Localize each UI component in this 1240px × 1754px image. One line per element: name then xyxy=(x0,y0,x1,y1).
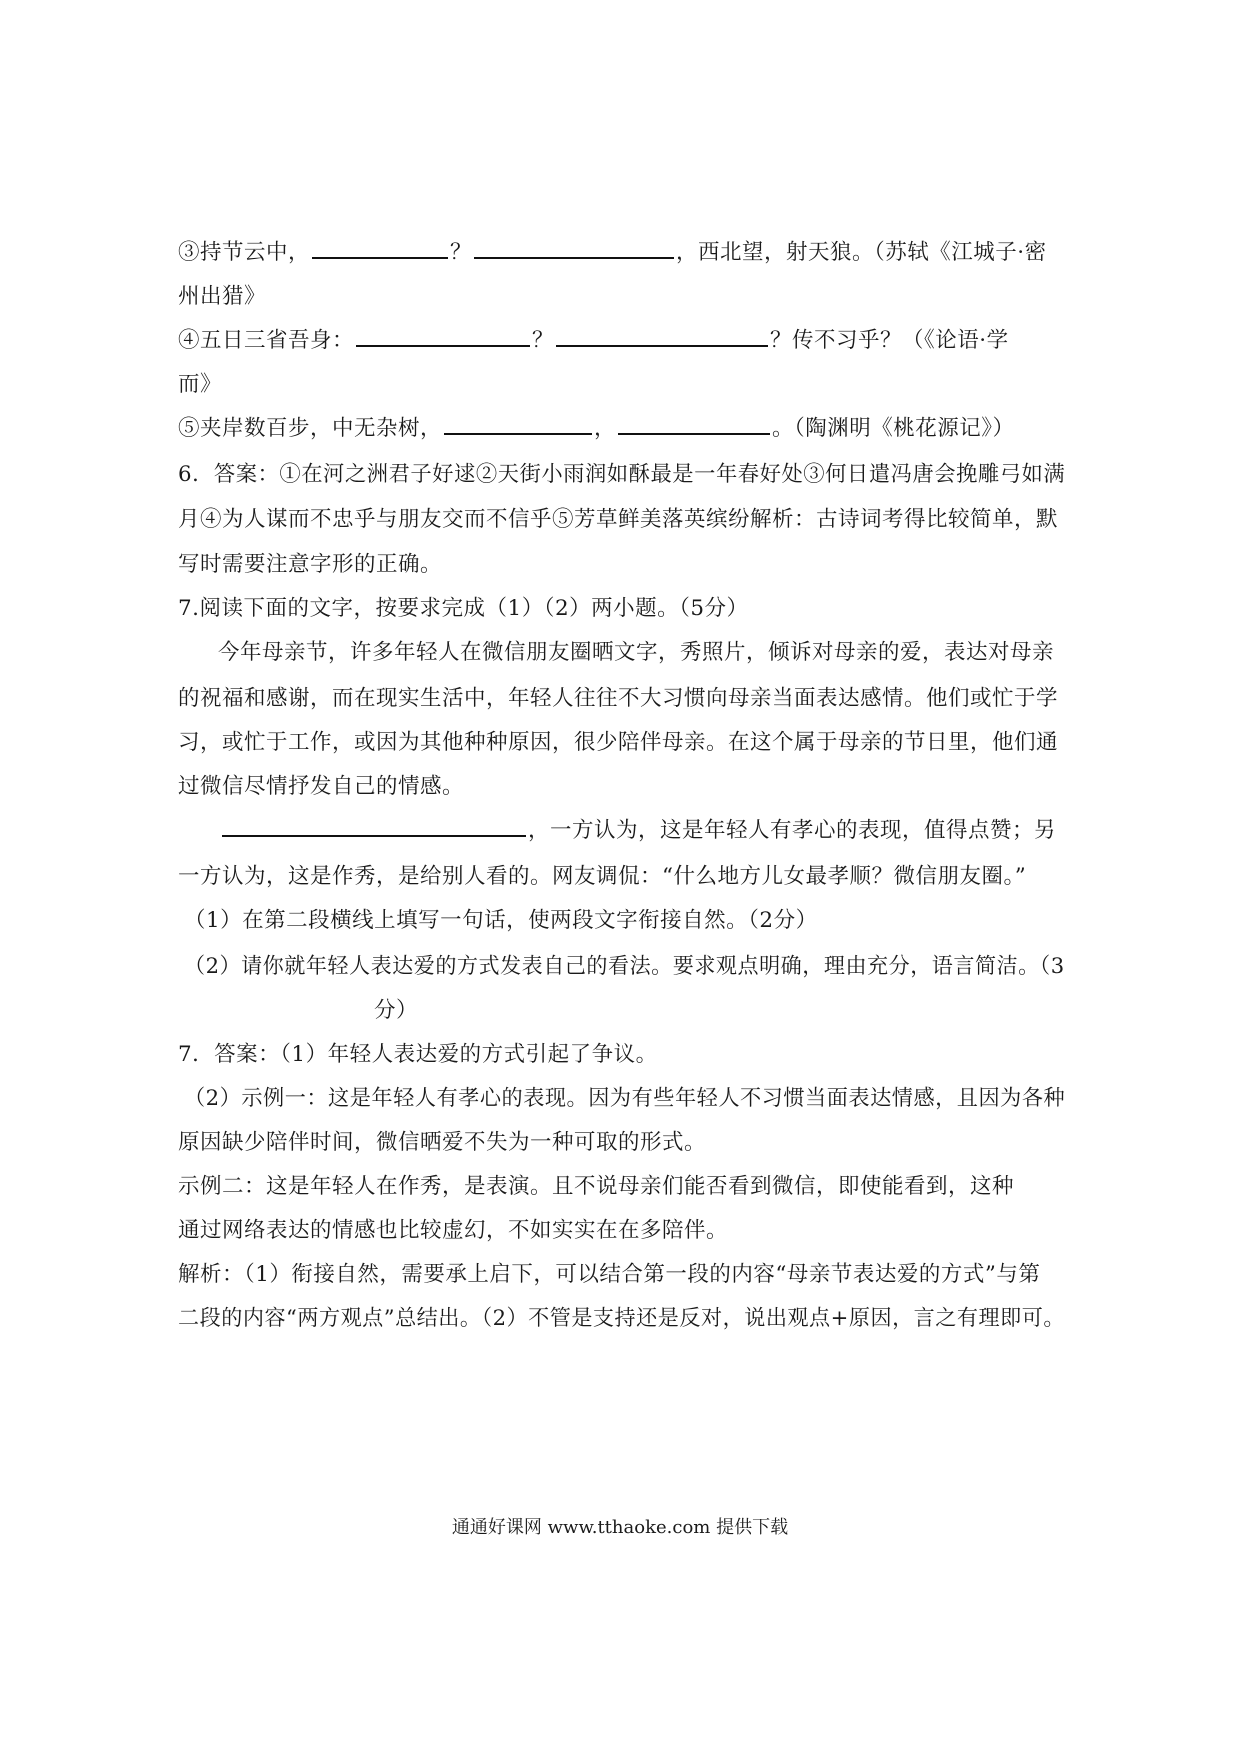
q6-item4-sep1: ？ xyxy=(532,328,555,353)
q6-item5-prefix: ⑤夹岸数百步，中无杂树， xyxy=(178,416,443,441)
q7-para1-line3: 习，或忙于工作，或因为其他种种原因，很少陪伴母亲。在这个属于母亲的节日里，他们通 xyxy=(178,730,1059,755)
q6-item3-suffix: ，西北望，射天狼。（苏轼《江城子·密 xyxy=(676,240,1047,265)
q6-item4-prefix: ④五日三省吾身： xyxy=(178,328,355,353)
q6-item5-suffix: 。（陶渊明《桃花源记》） xyxy=(772,416,1015,441)
q6-answer-line1: 6．答案：①在河之洲君子好逑②天街小雨润如酥最是一年春好处③何日遣冯唐会挽雕弓如满 xyxy=(178,462,1066,487)
q6-item3-sep1: ？ xyxy=(450,240,473,265)
q7-para2-blank[interactable] xyxy=(222,817,526,837)
q6-item3-blank2[interactable] xyxy=(474,239,674,259)
q7-para2-line2: 一方认为，这是作秀，是给别人看的。网友调侃：“什么地方儿女最孝顺？微信朋友圈。” xyxy=(178,864,1027,889)
q6-item4-blank1[interactable] xyxy=(356,327,530,347)
q6-item4-line1 xyxy=(178,326,1009,356)
q7-answer-line5: 通过网络表达的情感也比较虚幻，不如实实在在多陪伴。 xyxy=(178,1218,729,1243)
q7-sub1: （1）在第二段横线上填写一句话，使两段文字衔接自然。（2分） xyxy=(184,908,818,933)
q7-answer-line7: 二段的内容“两方观点”总结出。（2）不管是支持还是反对，说出观点+原因，言之有理即可。 xyxy=(178,1306,1065,1331)
q6-item3-line2: 州出猎》 xyxy=(178,284,267,309)
q7-para1-line1: 今年母亲节，许多年轻人在微信朋友圈晒文字，秀照片，倾诉对母亲的爱，表达对母亲 xyxy=(218,640,1055,665)
q7-answer-line6: 解析：（1）衔接自然，需要承上启下，可以结合第一段的内容“母亲节表达爱的方式”与第 xyxy=(178,1262,1041,1287)
q7-answer-line2: （2）示例一：这是年轻人有孝心的表现。因为有些年轻人不习惯当面表达情感，且因为各种 xyxy=(184,1086,1066,1111)
q6-item4-line2: 而》 xyxy=(178,372,223,397)
q6-item5-line1 xyxy=(178,414,1015,444)
q6-item5-blank2[interactable] xyxy=(618,415,770,435)
q6-item4-blank2[interactable] xyxy=(556,327,768,347)
q6-item3-blank1[interactable] xyxy=(312,239,448,259)
q7-sub2-line2: 分） xyxy=(374,998,419,1023)
q6-item4-suffix: ？传不习乎？（《论语·学 xyxy=(770,328,1009,353)
q7-answer-line4: 示例二：这是年轻人在作秀，是表演。且不说母亲们能否看到微信，即使能看到，这种 xyxy=(178,1174,1015,1199)
q7-answer-line3: 原因缺少陪伴时间，微信晒爱不失为一种可取的形式。 xyxy=(178,1130,707,1155)
q7-para1-line2: 的祝福和感谢，而在现实生活中，年轻人往往不大习惯向母亲当面表达感情。他们或忙于学 xyxy=(178,686,1059,711)
q7-heading: 7.阅读下面的文字，按要求完成（1）（2）两小题。（5分） xyxy=(178,596,749,621)
q6-answer-line3: 写时需要注意字形的正确。 xyxy=(178,552,443,577)
q7-para1-line4: 过微信尽情抒发自己的情感。 xyxy=(178,774,465,799)
page-footer: 通通好课网 www.tthaoke.com 提供下载 xyxy=(451,1517,789,1538)
q6-item5-sep1: ， xyxy=(594,416,617,441)
q7-answer-line1: 7．答案：（1）年轻人表达爱的方式引起了争议。 xyxy=(178,1042,658,1067)
q7-para2-line1 xyxy=(220,816,1056,846)
q7-para2-line1-suffix: ，一方认为，这是年轻人有孝心的表现，值得点赞；另 xyxy=(528,818,1057,843)
q6-item5-blank1[interactable] xyxy=(444,415,592,435)
q6-answer-line2: 月④为人谋而不忠乎与朋友交而不信乎⑤芳草鲜美落英缤纷解析：古诗词考得比较简单，默 xyxy=(178,507,1059,532)
q6-item3-prefix: ③持节云中， xyxy=(178,240,311,265)
q6-item3-line1 xyxy=(178,238,1047,268)
q7-sub2-line1: （2）请你就年轻人表达爱的方式发表自己的看法。要求观点明确，理由充分，语言简洁。（3 xyxy=(184,954,1065,979)
